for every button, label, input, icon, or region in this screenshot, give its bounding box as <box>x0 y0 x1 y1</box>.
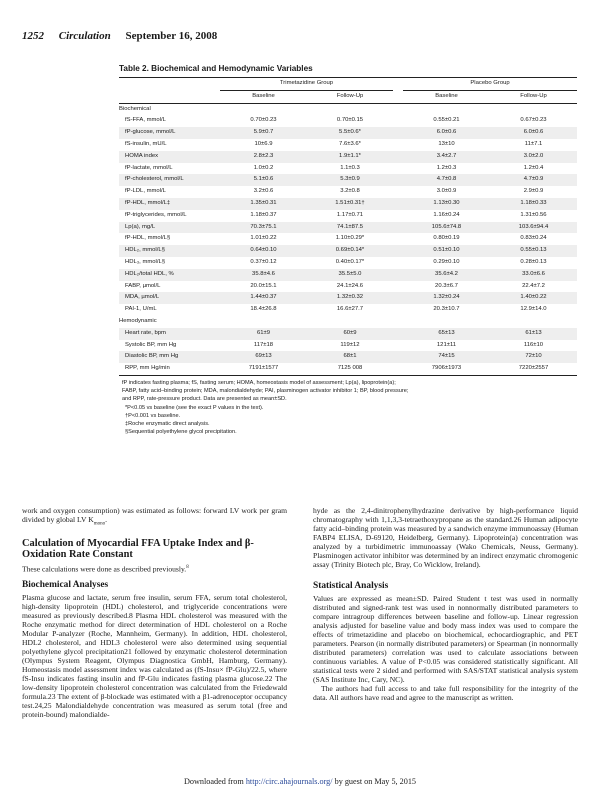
cell-value: 3.4±2.7 <box>403 151 490 163</box>
cell-value: 1.18±0.33 <box>490 198 577 210</box>
journal-name: Circulation <box>58 30 111 42</box>
section-row <box>119 103 577 115</box>
subheader-baseline: Baseline <box>220 90 307 103</box>
download-footer: Downloaded from http://circ.ahajournals.org/ by guest on May 5, 2015 <box>183 777 417 786</box>
cell-value: 0.29±0.10 <box>433 258 460 265</box>
footnote-abbrev: and RPP, rate-pressure product. Data are presented as mean±SD. <box>122 396 287 403</box>
cell-value: 1.1±0.3 <box>340 164 360 171</box>
cell-value: 12.9±14.0 <box>520 306 547 313</box>
section-row <box>119 316 577 328</box>
cell-value: 3.2±0.8 <box>340 188 360 195</box>
cell-value: 60±9 <box>307 328 393 340</box>
cell-value: 2.9±0.9 <box>523 188 544 195</box>
uptake-paragraph: These calculations were done as described previously.$^8$ <box>22 564 189 574</box>
cell-value: 1.2±0.4 <box>523 164 544 171</box>
table-row <box>119 151 577 163</box>
table-row <box>119 163 577 175</box>
cell-value <box>220 103 307 115</box>
footnote-star: *P<0.05 vs baseline (see the exact P values in the text). <box>125 404 264 411</box>
table-row <box>119 340 577 352</box>
cell-value: 13±10 <box>438 140 455 147</box>
data-table <box>119 77 577 376</box>
row-label: fP-HDL, mmol/L‡ <box>119 198 220 210</box>
cell-value: 1.17±0.71 <box>336 211 364 218</box>
cell-value: 68±1 <box>307 351 393 363</box>
cell-value <box>490 316 577 328</box>
row-label: fS-FFA, mmol/L <box>125 117 166 124</box>
cell-value: 3.2±0.6 <box>253 188 274 195</box>
table-row <box>119 233 577 245</box>
authors-statement: The authors had full access to and take full responsibility for the integrity of the data. All authors have read and agree to the manuscript as written. <box>313 683 578 702</box>
cell-value: 1.9±1.1* <box>307 151 393 163</box>
cell-value: 0.40±0.17* <box>335 258 365 265</box>
table-row <box>119 174 577 186</box>
cell-value: 4.7±0.9 <box>490 174 577 186</box>
cell-value: 1.18±0.37 <box>250 211 277 218</box>
subheader-followup: Follow-Up <box>490 90 577 103</box>
running-header <box>22 30 229 42</box>
cell-value: 0.64±0.10 <box>220 245 307 257</box>
section-heading-statistics: Statistical Analysis <box>313 581 389 591</box>
row-label: Systolic BP, mm Hg <box>125 341 177 348</box>
cell-value: 35.5±5.0 <box>307 269 393 281</box>
cell-value: 18.4±26.8 <box>250 306 277 313</box>
row-label: Lp(a), mg/L <box>119 222 220 234</box>
table-row <box>119 186 577 198</box>
cell-value: 5.5±0.6* <box>307 127 393 139</box>
row-label: fP-cholesterol, mmol/L <box>119 174 220 186</box>
table-row <box>119 351 577 363</box>
cell-value <box>307 103 393 115</box>
cell-value: 1.0±0.2 <box>253 164 274 171</box>
row-label: fP-lactate, mmol/L <box>125 164 173 171</box>
cell-value: 1.32±0.32 <box>307 292 393 304</box>
continued-paragraph: hyde as the 2,4-dinitrophenylhydrazine derivative by high-performance liquid chromatography with 1,1,3,3-tetraethoxypropane as the standard.26 Human adipocyte fatty acid–binding protein was measured by a sandwich enzyme immunoassay (Human FABP4 ELISA, D-69120, Heidelberg, Germany). Lipoprotein(a) concentration was analyzed by a turbidimetric immunoassay (Wako Chemicals, Neuss, Germany). Plasminogen activator inhibitor was determined by an indirect enzymatic chromogenic assay (Trinity Biotech plc, Bray, Co Wicklow, Ireland). <box>313 506 578 569</box>
table-row <box>119 269 577 281</box>
cell-value: 10±6.9 <box>254 140 273 147</box>
cell-value: 117±18 <box>253 341 274 348</box>
cell-value: 20.3±6.7 <box>435 282 458 289</box>
cell-value: 35.6±4.2 <box>403 269 490 281</box>
cell-value: 0.83±0.24 <box>520 235 547 242</box>
cell-value: 7220±2557 <box>490 363 577 375</box>
table-row <box>119 281 577 293</box>
cell-value: 7.6±3.6* <box>339 140 361 147</box>
cell-value: 1.32±0.24 <box>403 292 490 304</box>
header-empty <box>119 78 220 91</box>
table-row <box>119 127 577 139</box>
row-label: FABP, µmol/L <box>125 282 161 289</box>
cell-value: 0.67±0.23 <box>520 117 547 124</box>
row-label: HOMA index <box>119 151 220 163</box>
footnote-section: §Sequential polyethylene glycol precipitation. <box>125 429 237 436</box>
cell-value: 0.80±0.19 <box>433 235 460 242</box>
cell-value: 1.2±0.3 <box>436 164 457 171</box>
biochemical-paragraph: Plasma glucose and lactate, serum free insulin, serum FFA, serum total cholesterol, high-density lipoprotein (HDL) cholesterol, and triglyceride concentrations were measured as previously described.8 Plasma HDL cholesterol was measured with the Roche enzymatic method for direct determination of HDL cholesterol on a Roche Modular P-analyzer (Roche, Mannheim, Germany). In addition, HDL cholesterol, HDL2 cholesterol, and HDL3 cholesterol were also determined using sequential polyethylene glycol precipitation21 followed by enzymatic cholesterol determination (Olympus System Reagent, Olympus Diagnostica GmbH, Hamburg, Germany). Homeostasis model assessment index was calculated as (fS-Insu× fP-Glu)/22.5, where fS-Insu indicates fasting insulin and fP-Glu indicates fasting plasma glucose.22 The low-density lipoprotein cholesterol concentration was calculated from the Friedewald formula.23 The extent of β-blockade was estimated with a β1-adrenoceptor occupancy test.24,25 Malondialdehyde concentration was measured as serum total (free and protein-bound) malondialde- <box>22 592 287 719</box>
table-row <box>119 210 577 222</box>
cell-value: 20.0±15.1 <box>250 282 277 289</box>
cell-value: 70.3±75.1 <box>220 222 307 234</box>
row-label: RPP, mm Hg/min <box>119 363 220 375</box>
table-title: Table 2. Biochemical and Hemodynamic Variables <box>119 64 313 73</box>
cell-value: 3.0±0.9 <box>436 188 457 195</box>
row-label: HDL₂/total HDL, % <box>119 269 220 281</box>
table-row <box>119 139 577 151</box>
section-label: Biochemical <box>119 105 151 112</box>
cell-value: 1.40±0.22 <box>490 292 577 304</box>
cell-value: 74.1±87.5 <box>307 222 393 234</box>
cell-value: 65±13 <box>403 328 490 340</box>
subheader-followup: Follow-Up <box>307 90 393 103</box>
cell-value: 0.28±0.13 <box>520 258 547 265</box>
table-row <box>119 115 577 127</box>
cell-value: 6.0±0.6 <box>403 127 490 139</box>
row-label: fP-triglycerides, mmol/L <box>125 211 187 218</box>
cell-value: 0.55±0.13 <box>490 245 577 257</box>
issue-date: September 16, 2008 <box>125 30 218 42</box>
table-row <box>119 222 577 234</box>
cell-value: 11±7.1 <box>524 140 543 147</box>
cell-value: 3.0±2.0 <box>490 151 577 163</box>
cell-value: 4.7±0.8 <box>403 174 490 186</box>
cell-value: 33.0±6.6 <box>490 269 577 281</box>
cell-value: 74±15 <box>403 351 490 363</box>
row-label: Heart rate, bpm <box>119 328 220 340</box>
row-label: fP-HDL, mmol/L§ <box>125 235 171 242</box>
cell-value: 20.3±10.7 <box>433 306 460 313</box>
cell-value: 35.8±4.6 <box>220 269 307 281</box>
cell-value: 72±10 <box>490 351 577 363</box>
cell-value <box>220 316 307 328</box>
cell-value: 121±11 <box>436 341 457 348</box>
cell-value: 7125 008 <box>307 363 393 375</box>
group-trimetazidine: Trimetazidine Group <box>220 78 393 91</box>
cell-value: 1.01±0.22 <box>250 235 277 242</box>
cell-value: 0.69±0.14* <box>307 245 393 257</box>
footnote-abbrev: FABP, fatty acid–binding protein; MDA, malondialdehyde; PAI, plasminogen activator inhibitor 1; BP, blood pressure; <box>122 388 409 395</box>
cell-value: 0.70±0.23 <box>250 117 277 124</box>
cell-value: 7906±1973 <box>403 363 490 375</box>
cell-value: 105.6±74.8 <box>403 222 490 234</box>
group-placebo: Placebo Group <box>403 78 577 91</box>
row-label: HDL₃, mmol/L§ <box>125 258 166 265</box>
footnote-dagger: †P<0.001 vs baseline. <box>125 412 181 419</box>
row-label: HDL₂, mmol/L§ <box>119 245 220 257</box>
cell-value: 5.1±0.6 <box>220 174 307 186</box>
cell-value: 1.35±0.31 <box>220 198 307 210</box>
cell-value: 5.9±0.7 <box>220 127 307 139</box>
cell-value <box>490 103 577 115</box>
cell-value: 0.51±0.10 <box>403 245 490 257</box>
cell-value: 22.4±7.2 <box>522 282 545 289</box>
cell-value: 5.3±0.9 <box>307 174 393 186</box>
left-column <box>22 506 287 719</box>
subheader-baseline: Baseline <box>403 90 490 103</box>
table-row <box>119 363 577 375</box>
table-row <box>119 198 577 210</box>
cell-value: 1.10±0.29* <box>335 235 365 242</box>
footnote-abbrev: fP indicates fasting plasma; fS, fasting serum; HOMA, homeostasis model of assessment; Lp(a), lipoprotein(a); <box>122 379 396 386</box>
cell-value <box>403 103 490 115</box>
cell-value: 6.0±0.6 <box>490 127 577 139</box>
table-row <box>119 304 577 316</box>
cell-value: 116±10 <box>523 341 544 348</box>
cell-value: 0.37±0.12 <box>250 258 277 265</box>
table-row <box>119 328 577 340</box>
row-label: Diastolic BP, mm Hg <box>119 351 220 363</box>
section-heading-uptake: Calculation of Myocardial FFA Uptake Index and β-Oxidation Rate Constant <box>22 537 254 561</box>
footnote-double-dagger: ‡Roche enzymatic direct analysis. <box>125 420 210 427</box>
cell-value: 61±9 <box>220 328 307 340</box>
row-label: fP-glucose, mmol/L <box>119 127 220 139</box>
statistics-paragraph: Values are expressed as mean±SD. Paired Student t test was used in normally distributed and signed-rank test was used in nonnormally distributed parameters to compare intragroup differences between baseline and follow-up. Linear regression analysis adjusted for baseline value and body mass index was used to compare the effects of trimetazidine and placebo on biochemical, echocardiographic, and PET parameters. Pearson (in normally distributed parameters) or Spearman (in nonnormally distributed parameters) correlation was used to calculate associations between continuous variables. A value of P<0.05 was considered statistically significant. All statistical tests were 2 sided and performed with SAS/STAT statistical analysis system (SAS Institute Inc, Cary, NC). <box>313 593 578 684</box>
cell-value <box>403 316 490 328</box>
cell-value: 2.8±2.3 <box>220 151 307 163</box>
row-label: MDA, µmol/L <box>119 292 220 304</box>
page-number: 1252 <box>22 30 44 42</box>
journal-link[interactable]: http://circ.ahajournals.org/ <box>245 777 333 786</box>
cell-value: 1.13±0.30 <box>403 198 490 210</box>
table-2 <box>119 64 577 436</box>
intro-paragraph: work and oxygen consumption) was estimated as follows: forward LV work per gram divided by global LV $K_{mono}$. <box>22 506 287 527</box>
cell-value: 0.55±0.21 <box>433 117 460 124</box>
cell-value: 7191±1577 <box>220 363 307 375</box>
row-label: PAI-1, U/mL <box>125 306 157 313</box>
cell-value: 69±13 <box>220 351 307 363</box>
row-label: fS-insulin, mU/L <box>125 140 167 147</box>
cell-value: 1.31±0.56 <box>520 211 547 218</box>
cell-value: 103.6±94.4 <box>490 222 577 234</box>
cell-value: 0.70±0.15 <box>336 117 364 124</box>
cell-value: 1.51±0.31† <box>307 198 393 210</box>
table-row <box>119 257 577 269</box>
cell-value: 24.1±24.6 <box>336 282 364 289</box>
cell-value: 119±12 <box>340 341 360 348</box>
cell-value: 1.44±0.37 <box>220 292 307 304</box>
section-label: Hemodynamic <box>119 317 157 324</box>
cell-value: 1.16±0.24 <box>433 211 460 218</box>
section-heading-biochemical: Biochemical Analyses <box>22 580 109 591</box>
table-footnotes <box>119 379 577 436</box>
row-label: fP-LDL, mmol/L <box>125 188 166 195</box>
right-column <box>313 506 578 702</box>
table-row <box>119 245 577 257</box>
table-row <box>119 292 577 304</box>
cell-value: 16.6±27.7 <box>336 306 364 313</box>
cell-value: 61±13 <box>490 328 577 340</box>
cell-value <box>307 316 393 328</box>
